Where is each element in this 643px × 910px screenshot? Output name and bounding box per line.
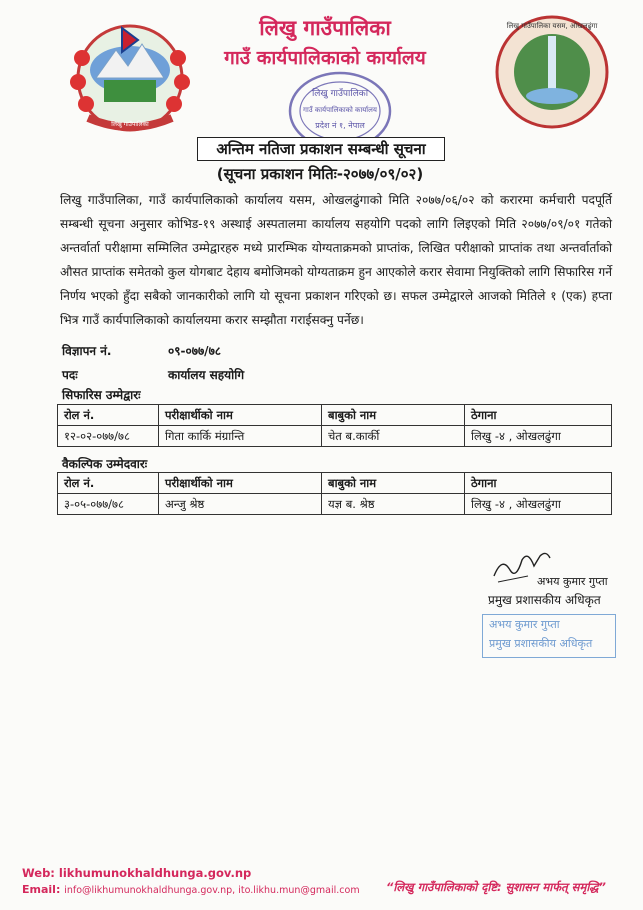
col-address: ठेगाना xyxy=(465,405,612,426)
post-value: कार्यालय सहयोगि xyxy=(168,368,245,382)
office-subtitle: गाउँ कार्यपालिकाको कार्यालय xyxy=(224,47,426,69)
ad-number-label: विज्ञापन नं. xyxy=(62,344,112,358)
cell-father: चेत ब.कार्की xyxy=(322,426,465,447)
notice-body: लिखु गाउँपालिका, गाउँ कार्यपालिकाको कार्यालय यसम, ओखलढुंगाको मिति २०७७/०६/०२ को करारमा कर्मचारी पदपूर्ति सम्बन्धी सूचना अनुसार कोभिड-१९ अस्थाई अस्पतालमा कार्यालय सहयोगि पदको लागि लिइएको मिति २०७७/०९/०१ गतेको अन्तर्वार्ता परीक्षामा सम्मिलित उम्मेद्वारहरु मध्ये प्रारम्भिक योग्यताक्रमको प्राप्तांक, लिखित परीक्षाको प्राप्तांक तथा अन्तर्वार्ताको औसत प्राप्तांक समेतको कुल योगबाट देहाय बमोजिमको योग्यताक्रम हुन आएकोले करार सेवामा नियुक्तिको लागि सिफारिस गर्ने निर्णय भएको हुँदा सबैको जानकारीको लागि यो सूचना प्रकाशन गरिएको छ। सफल उम्मेद्वारले आजको मितिले १ (एक) हप्ता भित्र गाउँ कार्यपालिकाको कार्यालयमा करार सम्झौता गराईसक्नु पर्नेछ। xyxy=(60,193,612,327)
recommended-table xyxy=(57,404,612,447)
signer-title: प्रमुख प्रशासकीय अधिकृत xyxy=(488,593,601,607)
stamp-line-3: प्रदेश नं १, नेपाल xyxy=(315,121,365,130)
publication-date: (सूचना प्रकाशन मितिः-२०७७/०९/०२) xyxy=(216,165,424,183)
web-label: Web: xyxy=(22,866,55,880)
cell-name: अन्जु श्रेष्ठ xyxy=(159,494,322,515)
ad-number-value: ०९-०७७/७८ xyxy=(168,344,222,358)
col-father: बाबुको नाम xyxy=(322,473,465,494)
seal-text: लिखु गाउँपालिका यसम, ओखलढुंगा xyxy=(506,22,598,30)
footer-email xyxy=(22,883,360,896)
table-header-row xyxy=(58,405,612,426)
post-label: पदः xyxy=(62,368,78,382)
stamp-name: अभय कुमार गुप्ता xyxy=(489,618,560,631)
municipality-seal-logo xyxy=(494,14,610,130)
col-name: परीक्षार्थीको नाम xyxy=(159,405,322,426)
signer-name: अभय कुमार गुप्ता xyxy=(537,575,608,588)
recommended-label: सिफारिस उम्मेद्वारः xyxy=(62,388,141,402)
footer-motto: “लिखु गाउँपालिकाको दृष्टि: सुशासन मार्फत् समृद्धि” xyxy=(386,880,606,894)
cell-roll: १२-०२-०७७/७८ xyxy=(58,426,159,447)
cell-name: गिता कार्कि मंग्रान्ति xyxy=(159,426,322,447)
signature-stamp xyxy=(482,614,616,658)
col-roll: रोल नं. xyxy=(58,473,159,494)
email-label: Email: xyxy=(22,883,61,896)
col-address: ठेगाना xyxy=(465,473,612,494)
stamp-title: प्रमुख प्रशासकीय अधिकृत xyxy=(489,637,593,650)
col-father: बाबुको नाम xyxy=(322,405,465,426)
cell-father: यज्ञ ब. श्रेष्ठ xyxy=(322,494,465,515)
emblem-caption: लिखु गाउँपालिका xyxy=(111,121,149,128)
col-name: परीक्षार्थीको नाम xyxy=(159,473,322,494)
alternate-label: वैकल्पिक उम्मेदवारः xyxy=(62,457,148,471)
cell-address: लिखु -४ , ओखलढुंगा xyxy=(465,426,612,447)
web-link[interactable]: likhumunokhaldhunga.gov.np xyxy=(58,866,252,880)
table-row xyxy=(58,426,612,447)
footer-website xyxy=(22,866,251,880)
cell-roll: ३-०५-०७७/७८ xyxy=(58,494,159,515)
col-roll: रोल नं. xyxy=(58,405,159,426)
alternate-table xyxy=(57,472,612,515)
stamp-line-1: लिखु गाउँपालिका xyxy=(311,89,369,99)
table-header-row xyxy=(58,473,612,494)
notice-title: अन्तिम नतिजा प्रकाशन सम्बन्धी सूचना xyxy=(197,137,445,161)
email-link[interactable]: info@likhumunokhaldhunga.gov.np, ito.likhu.mun@gmail.com xyxy=(64,885,360,896)
table-row xyxy=(58,494,612,515)
nepal-emblem-logo xyxy=(66,18,194,136)
cell-address: लिखु -४ , ओखलढुंगा xyxy=(465,494,612,515)
stamp-line-2: गाउँ कार्यपालिकाको कार्यालय xyxy=(303,106,377,114)
office-name: लिखु गाउँपालिका xyxy=(259,16,391,40)
